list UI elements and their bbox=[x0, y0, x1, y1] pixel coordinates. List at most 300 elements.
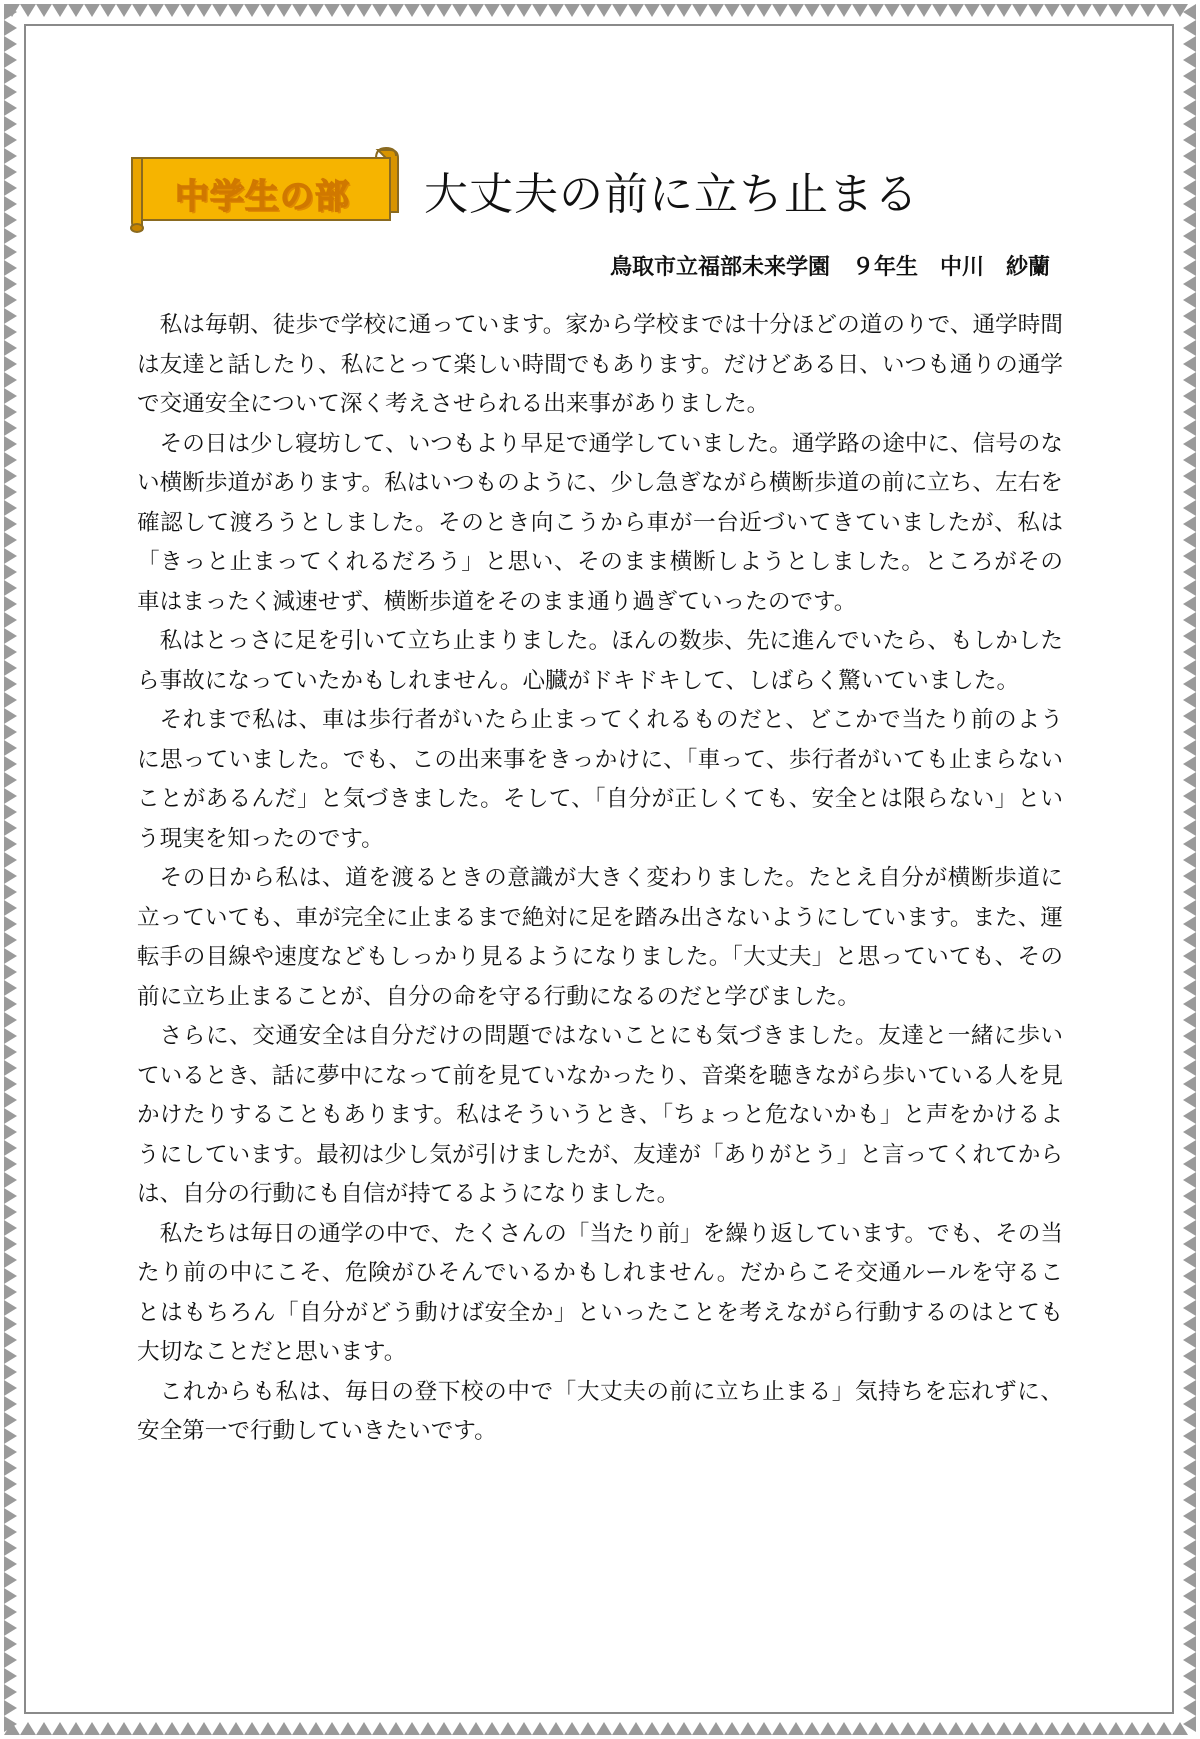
frame-triangle bbox=[1183, 1684, 1196, 1700]
frame-triangle bbox=[4, 1076, 17, 1092]
frame-triangle bbox=[1183, 916, 1196, 932]
frame-triangle bbox=[1183, 964, 1196, 980]
frame-triangle bbox=[660, 4, 676, 17]
frame-triangle bbox=[292, 4, 308, 17]
frame-triangle bbox=[1183, 388, 1196, 404]
frame-triangle bbox=[1183, 980, 1196, 996]
frame-triangle bbox=[964, 1722, 980, 1735]
frame-triangle bbox=[1183, 1572, 1196, 1588]
frame-triangle bbox=[4, 1460, 17, 1476]
frame-triangle bbox=[884, 1722, 900, 1735]
frame-triangle bbox=[1076, 1722, 1092, 1735]
frame-triangle bbox=[388, 4, 404, 17]
frame-triangle bbox=[452, 1722, 468, 1735]
frame-triangle bbox=[452, 4, 468, 17]
frame-triangle bbox=[180, 1722, 196, 1735]
frame-triangle bbox=[1092, 4, 1108, 17]
frame-triangle bbox=[1183, 1012, 1196, 1028]
frame-triangle bbox=[356, 4, 372, 17]
frame-triangle bbox=[1183, 484, 1196, 500]
frame-triangle bbox=[4, 148, 17, 164]
frame-triangle bbox=[692, 1722, 708, 1735]
frame-triangle bbox=[1183, 404, 1196, 420]
frame-triangle bbox=[4, 740, 17, 756]
frame-triangle bbox=[1183, 740, 1196, 756]
frame-triangle bbox=[4, 676, 17, 692]
frame-triangle bbox=[836, 1722, 852, 1735]
frame-triangle bbox=[36, 4, 52, 17]
frame-triangle bbox=[484, 4, 500, 17]
frame-triangle bbox=[1183, 996, 1196, 1012]
frame-triangle bbox=[1183, 308, 1196, 324]
frame-triangle bbox=[4, 996, 17, 1012]
frame-triangle bbox=[900, 4, 916, 17]
frame-triangle bbox=[340, 4, 356, 17]
frame-triangle bbox=[1183, 372, 1196, 388]
frame-triangle bbox=[4, 948, 17, 964]
frame-triangle bbox=[52, 4, 68, 17]
frame-triangle bbox=[1183, 1380, 1196, 1396]
frame-triangle bbox=[276, 4, 292, 17]
paragraph: さらに、交通安全は自分だけの問題ではないことにも気づきました。友達と一緒に歩いているとき、話に夢中になって前を見ていなかったり、音楽を聴きながら歩いている人を見かけたりすることもあります。私はそういうとき、「ちょっと危ないかも」と声をかけるようにしています。最初は少し気が引けましたが、友達が「ありがとう」と言ってくれてからは、自分の行動にも自信が持てるようになりました。 bbox=[137, 1023, 1063, 1207]
frame-triangle bbox=[788, 1722, 804, 1735]
frame-triangle bbox=[1140, 4, 1156, 17]
frame-triangle bbox=[4, 292, 17, 308]
frame-triangle bbox=[4, 1476, 17, 1492]
frame-triangle bbox=[1012, 4, 1028, 17]
frame-triangle bbox=[4, 980, 17, 996]
frame-triangle bbox=[4, 884, 17, 900]
frame-triangle bbox=[1092, 1722, 1108, 1735]
frame-triangle bbox=[884, 4, 900, 17]
frame-triangle bbox=[4, 196, 17, 212]
frame-triangle bbox=[4, 1108, 17, 1124]
frame-triangle bbox=[1183, 196, 1196, 212]
frame-triangle bbox=[4, 692, 17, 708]
paragraph: 私はとっさに足を引いて立ち止まりました。ほんの数歩、先に進んでいたら、もしかしたら事故になっていたかもしれません。心臓がドキドキして、しばらく驚いていました。 bbox=[137, 628, 1063, 694]
frame-triangle bbox=[292, 1722, 308, 1735]
frame-triangle bbox=[4, 164, 17, 180]
frame-triangle bbox=[1183, 676, 1196, 692]
frame-triangle bbox=[4, 1060, 17, 1076]
frame-triangle bbox=[4, 772, 17, 788]
frame-triangle bbox=[4, 1124, 17, 1140]
frame-triangle bbox=[116, 1722, 132, 1735]
frame-triangle bbox=[1183, 1652, 1196, 1668]
frame-triangle bbox=[100, 1722, 116, 1735]
frame-triangle bbox=[1183, 1076, 1196, 1092]
frame-triangle bbox=[1012, 1722, 1028, 1735]
frame-triangle bbox=[468, 1722, 484, 1735]
frame-triangle bbox=[4, 404, 17, 420]
frame-triangle bbox=[1060, 4, 1076, 17]
frame-triangle bbox=[1183, 148, 1196, 164]
frame-triangle bbox=[1183, 20, 1196, 36]
frame-triangle bbox=[1183, 692, 1196, 708]
paragraph: 私は毎朝、徒歩で学校に通っています。家から学校までは十分ほどの道のりで、通学時間は友達と話したり、私にとって楽しい時間でもあります。だけどある日、いつも通りの通学で交通安全について深く考えさせられる出来事がありました。 bbox=[137, 312, 1063, 417]
frame-triangle bbox=[836, 4, 852, 17]
frame-triangle bbox=[4, 820, 17, 836]
frame-triangle bbox=[4, 788, 17, 804]
frame-triangle bbox=[1183, 1444, 1196, 1460]
frame-triangle bbox=[1124, 4, 1140, 17]
frame-triangle bbox=[404, 1722, 420, 1735]
frame-triangle bbox=[4, 1492, 17, 1508]
frame-triangle bbox=[1183, 724, 1196, 740]
frame-triangle bbox=[1156, 1722, 1172, 1735]
frame-triangle bbox=[1183, 1124, 1196, 1140]
frame-triangle bbox=[1044, 4, 1060, 17]
frame-triangle bbox=[996, 1722, 1012, 1735]
frame-triangle bbox=[4, 244, 17, 260]
frame-triangle bbox=[1183, 180, 1196, 196]
frame-triangle bbox=[596, 1722, 612, 1735]
frame-triangle bbox=[4, 340, 17, 356]
frame-triangle bbox=[4, 1444, 17, 1460]
frame-triangle bbox=[564, 1722, 580, 1735]
frame-triangle bbox=[164, 1722, 180, 1735]
frame-triangle bbox=[1183, 772, 1196, 788]
frame-triangle bbox=[4, 84, 17, 100]
frame-triangle bbox=[1183, 84, 1196, 100]
frame-triangle bbox=[548, 1722, 564, 1735]
frame-triangle bbox=[4, 724, 17, 740]
frame-triangle bbox=[1183, 468, 1196, 484]
frame-triangle bbox=[1108, 4, 1124, 17]
frame-triangle bbox=[628, 1722, 644, 1735]
frame-triangle bbox=[1183, 1588, 1196, 1604]
frame-triangle bbox=[1140, 1722, 1156, 1735]
frame-triangle bbox=[1044, 1722, 1060, 1735]
frame-triangle bbox=[1183, 436, 1196, 452]
frame-triangle bbox=[676, 1722, 692, 1735]
frame-triangle bbox=[852, 4, 868, 17]
frame-triangle bbox=[4, 276, 17, 292]
frame-triangle bbox=[244, 1722, 260, 1735]
frame-triangle bbox=[1060, 1722, 1076, 1735]
frame-triangle bbox=[1183, 516, 1196, 532]
frame-triangle bbox=[4, 1620, 17, 1636]
frame-triangle bbox=[468, 4, 484, 17]
frame-triangle bbox=[132, 4, 148, 17]
frame-triangle bbox=[644, 4, 660, 17]
frame-triangle bbox=[1183, 1220, 1196, 1236]
frame-triangle bbox=[1183, 1604, 1196, 1620]
frame-triangle bbox=[4, 180, 17, 196]
frame-triangle bbox=[1183, 884, 1196, 900]
frame-triangle bbox=[4, 36, 17, 52]
frame-triangle bbox=[612, 1722, 628, 1735]
frame-triangle bbox=[980, 4, 996, 17]
frame-triangle bbox=[4, 564, 17, 580]
frame-triangle bbox=[420, 1722, 436, 1735]
frame-triangle bbox=[84, 4, 100, 17]
frame-triangle bbox=[20, 1722, 36, 1735]
frame-triangle bbox=[1183, 1140, 1196, 1156]
frame-triangle bbox=[4, 1284, 17, 1300]
frame-triangle bbox=[4, 308, 17, 324]
frame-triangle bbox=[964, 4, 980, 17]
essay-body bbox=[137, 306, 1063, 1452]
frame-triangle bbox=[1183, 612, 1196, 628]
frame-triangle bbox=[4, 868, 17, 884]
frame-triangle bbox=[500, 1722, 516, 1735]
frame-triangle bbox=[4, 548, 17, 564]
frame-triangle bbox=[980, 1722, 996, 1735]
frame-triangle bbox=[740, 4, 756, 17]
frame-triangle bbox=[1183, 1428, 1196, 1444]
frame-triangle bbox=[1183, 500, 1196, 516]
frame-triangle bbox=[1183, 788, 1196, 804]
frame-triangle bbox=[644, 1722, 660, 1735]
frame-triangle bbox=[4, 1380, 17, 1396]
frame-triangle bbox=[4, 1220, 17, 1236]
frame-triangle bbox=[4, 1172, 17, 1188]
frame-triangle bbox=[4, 228, 17, 244]
frame-triangle bbox=[372, 1722, 388, 1735]
frame-triangle bbox=[52, 1722, 68, 1735]
frame-triangle bbox=[4, 1668, 17, 1684]
frame-triangle bbox=[740, 1722, 756, 1735]
frame-triangle bbox=[1183, 708, 1196, 724]
paragraph: それまで私は、車は歩行者がいたら止まってくれるものだと、どこかで当たり前のように思っていました。でも、この出来事をきっかけに、「車って、歩行者がいても止まらないことがあるんだ」と気づきました。そして、「自分が正しくても、安全とは限らない」という現実を知ったのです。 bbox=[137, 707, 1063, 852]
frame-triangle bbox=[660, 1722, 676, 1735]
frame-triangle bbox=[4, 436, 17, 452]
frame-triangle bbox=[1183, 948, 1196, 964]
frame-triangle bbox=[916, 1722, 932, 1735]
frame-triangle bbox=[1183, 804, 1196, 820]
frame-triangle bbox=[4, 1524, 17, 1540]
frame-triangle bbox=[1183, 1028, 1196, 1044]
frame-triangle bbox=[4, 1364, 17, 1380]
frame-triangle bbox=[4, 660, 17, 676]
frame-triangle bbox=[68, 1722, 84, 1735]
frame-triangle bbox=[1183, 1092, 1196, 1108]
paragraph: その日は少し寝坊して、いつもより早足で通学していました。通学路の途中に、信号のない横断歩道があります。私はいつものように、少し急ぎながら横断歩道の前に立ち、左右を確認して渡ろうとしました。そのとき向こうから車が一台近づいてきていましたが、私は「きっと止まってくれるだろう」と思い、そのまま横断しようとしました。ところがその車はまったく減速せず、横断歩道をそのまま通り過ぎていったのです。 bbox=[137, 430, 1063, 615]
frame-triangle bbox=[1183, 52, 1196, 68]
frame-triangle bbox=[116, 4, 132, 17]
frame-triangle bbox=[868, 1722, 884, 1735]
frame-triangle bbox=[132, 1722, 148, 1735]
frame-triangle bbox=[4, 644, 17, 660]
frame-triangle bbox=[804, 4, 820, 17]
frame-triangle bbox=[4, 1540, 17, 1556]
frame-triangle bbox=[404, 4, 420, 17]
frame-triangle bbox=[4, 852, 17, 868]
frame-triangle bbox=[580, 1722, 596, 1735]
frame-triangle bbox=[20, 4, 36, 17]
frame-triangle bbox=[228, 1722, 244, 1735]
frame-triangle bbox=[260, 1722, 276, 1735]
frame-triangle bbox=[1183, 1412, 1196, 1428]
frame-triangle bbox=[1183, 420, 1196, 436]
frame-triangle bbox=[1183, 564, 1196, 580]
frame-triangle bbox=[4, 596, 17, 612]
frame-triangle bbox=[260, 4, 276, 17]
frame-triangle bbox=[164, 4, 180, 17]
frame-triangle bbox=[788, 4, 804, 17]
frame-triangle bbox=[516, 1722, 532, 1735]
frame-triangle bbox=[1183, 132, 1196, 148]
frame-triangle bbox=[4, 420, 17, 436]
frame-triangle bbox=[196, 1722, 212, 1735]
frame-triangle bbox=[4, 1572, 17, 1588]
frame-triangle bbox=[148, 1722, 164, 1735]
frame-triangle bbox=[388, 1722, 404, 1735]
frame-triangle bbox=[180, 4, 196, 17]
frame-triangle bbox=[4, 1508, 17, 1524]
frame-triangle bbox=[1183, 1156, 1196, 1172]
frame-triangle bbox=[4, 836, 17, 852]
frame-triangle bbox=[196, 4, 212, 17]
frame-triangle bbox=[340, 1722, 356, 1735]
frame-triangle bbox=[1183, 580, 1196, 596]
frame-triangle bbox=[4, 1316, 17, 1332]
frame-triangle bbox=[1183, 324, 1196, 340]
frame-triangle bbox=[372, 4, 388, 17]
frame-triangle bbox=[756, 1722, 772, 1735]
frame-triangle bbox=[1028, 4, 1044, 17]
frame-triangle bbox=[1183, 244, 1196, 260]
frame-triangle bbox=[1183, 1492, 1196, 1508]
frame-triangle bbox=[4, 516, 17, 532]
frame-triangle bbox=[1183, 1636, 1196, 1652]
frame-triangle bbox=[500, 4, 516, 17]
frame-triangle bbox=[1183, 68, 1196, 84]
frame-triangle bbox=[1183, 644, 1196, 660]
frame-triangle bbox=[4, 612, 17, 628]
frame-triangle bbox=[1183, 532, 1196, 548]
frame-triangle bbox=[820, 4, 836, 17]
frame-triangle bbox=[4, 1028, 17, 1044]
frame-triangle bbox=[1183, 1460, 1196, 1476]
frame-triangle bbox=[4, 1700, 17, 1716]
frame-triangle bbox=[1183, 820, 1196, 836]
frame-triangle bbox=[4, 1300, 17, 1316]
frame-triangle bbox=[532, 1722, 548, 1735]
frame-triangle bbox=[820, 1722, 836, 1735]
frame-triangle bbox=[4, 132, 17, 148]
frame-triangle bbox=[996, 4, 1012, 17]
frame-triangle bbox=[4, 932, 17, 948]
frame-triangle bbox=[4, 1332, 17, 1348]
frame-triangle bbox=[100, 4, 116, 17]
frame-triangle bbox=[1183, 1284, 1196, 1300]
frame-triangle bbox=[4, 452, 17, 468]
frame-triangle bbox=[1183, 1204, 1196, 1220]
frame-triangle bbox=[1183, 100, 1196, 116]
frame-triangle bbox=[1183, 228, 1196, 244]
frame-triangle bbox=[948, 1722, 964, 1735]
frame-triangle bbox=[772, 1722, 788, 1735]
frame-triangle bbox=[4, 100, 17, 116]
frame-triangle bbox=[4, 916, 17, 932]
frame-triangle bbox=[4, 1604, 17, 1620]
frame-triangle bbox=[4, 500, 17, 516]
frame-triangle bbox=[1183, 852, 1196, 868]
frame-triangle bbox=[1183, 1108, 1196, 1124]
frame-triangle bbox=[1183, 1188, 1196, 1204]
frame-triangle bbox=[436, 4, 452, 17]
frame-triangle bbox=[1183, 1620, 1196, 1636]
frame-triangle bbox=[1183, 340, 1196, 356]
page-title: 大丈夫の前に立ち止まる bbox=[424, 169, 919, 220]
frame-triangle bbox=[4, 52, 17, 68]
frame-triangle bbox=[212, 1722, 228, 1735]
frame-triangle bbox=[1183, 1396, 1196, 1412]
frame-triangle bbox=[1108, 1722, 1124, 1735]
frame-triangle bbox=[308, 1722, 324, 1735]
frame-triangle bbox=[420, 4, 436, 17]
frame-triangle bbox=[708, 1722, 724, 1735]
frame-triangle bbox=[708, 4, 724, 17]
paragraph: その日から私は、道を渡るときの意識が大きく変わりました。たとえ自分が横断歩道に立っていても、車が完全に止まるまで絶対に足を踏み出さないようにしています。また、運転手の目線や速度などもしっかり見るようになりました。「大丈夫」と思っていても、その前に立ち止まることが、自分の命を守る行動になるのだと学びました。 bbox=[137, 865, 1063, 1010]
frame-triangle bbox=[868, 4, 884, 17]
frame-triangle bbox=[1028, 1722, 1044, 1735]
frame-triangle bbox=[1183, 868, 1196, 884]
frame-triangle bbox=[852, 1722, 868, 1735]
frame-triangle bbox=[1183, 116, 1196, 132]
frame-triangle bbox=[564, 4, 580, 17]
frame-triangle bbox=[1183, 1252, 1196, 1268]
frame-triangle bbox=[1183, 1364, 1196, 1380]
frame-triangle bbox=[1183, 164, 1196, 180]
frame-triangle bbox=[1183, 548, 1196, 564]
frame-triangle bbox=[1183, 1540, 1196, 1556]
frame-triangle bbox=[724, 4, 740, 17]
frame-triangle bbox=[4, 1044, 17, 1060]
frame-triangle bbox=[4, 804, 17, 820]
frame-triangle bbox=[1183, 836, 1196, 852]
frame-triangle bbox=[1183, 1524, 1196, 1540]
frame-triangle bbox=[436, 1722, 452, 1735]
frame-triangle bbox=[916, 4, 932, 17]
frame-triangle bbox=[1183, 1716, 1196, 1732]
frame-triangle bbox=[612, 4, 628, 17]
author-line: 鳥取市立福部未来学園 ９年生 中川 紗蘭 bbox=[609, 255, 1050, 280]
frame-triangle bbox=[308, 4, 324, 17]
frame-triangle bbox=[4, 1188, 17, 1204]
frame-triangle bbox=[4, 1236, 17, 1252]
frame-triangle bbox=[1183, 756, 1196, 772]
frame-triangle bbox=[1183, 1700, 1196, 1716]
frame-triangle bbox=[1183, 1060, 1196, 1076]
frame-triangle bbox=[628, 4, 644, 17]
frame-triangle bbox=[324, 1722, 340, 1735]
frame-triangle bbox=[1183, 276, 1196, 292]
frame-triangle bbox=[228, 4, 244, 17]
frame-triangle bbox=[4, 356, 17, 372]
frame-triangle bbox=[212, 4, 228, 17]
frame-triangle bbox=[324, 4, 340, 17]
frame-triangle bbox=[1156, 4, 1172, 17]
frame-triangle bbox=[1183, 292, 1196, 308]
frame-triangle bbox=[932, 4, 948, 17]
frame-triangle bbox=[1183, 356, 1196, 372]
frame-triangle bbox=[1183, 1556, 1196, 1572]
frame-triangle bbox=[68, 4, 84, 17]
frame-triangle bbox=[516, 4, 532, 17]
frame-triangle bbox=[4, 532, 17, 548]
frame-triangle bbox=[276, 1722, 292, 1735]
frame-triangle bbox=[4, 1428, 17, 1444]
frame-triangle bbox=[4, 1268, 17, 1284]
frame-triangle bbox=[948, 4, 964, 17]
frame-triangle bbox=[692, 4, 708, 17]
frame-triangle bbox=[1183, 932, 1196, 948]
frame-triangle bbox=[1076, 4, 1092, 17]
frame-triangle bbox=[1183, 36, 1196, 52]
